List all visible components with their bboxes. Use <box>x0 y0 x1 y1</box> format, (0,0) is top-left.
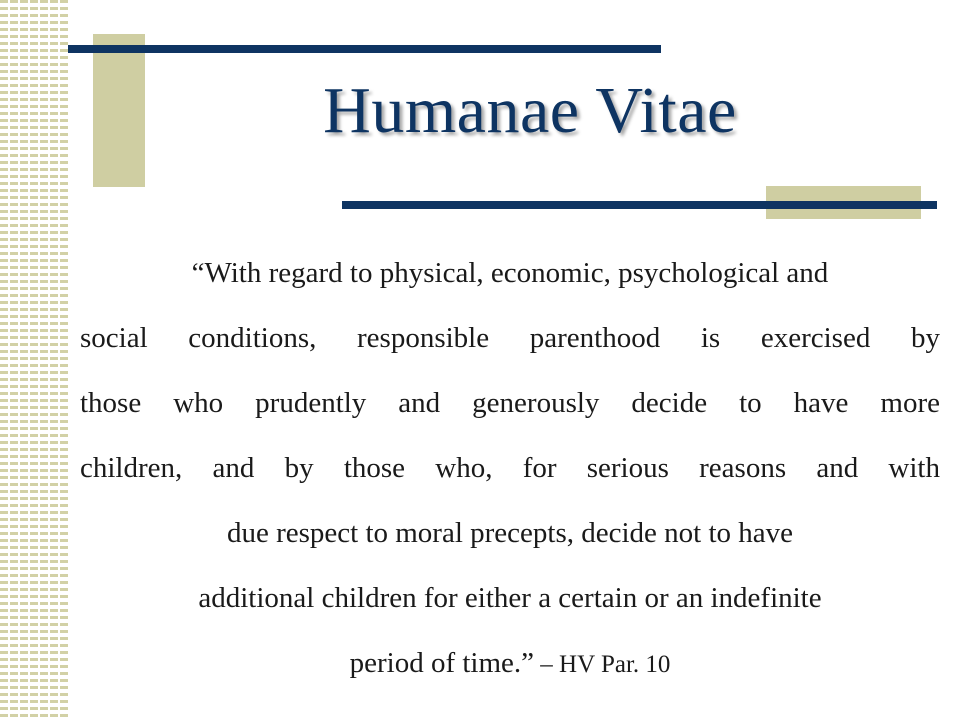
slide-title: Humanae Vitae <box>323 74 737 147</box>
quote-line: additional children for either a certain or an indefinite <box>198 582 822 614</box>
quote-line: due respect to moral precepts, decide not to have <box>226 517 794 549</box>
title-rule-top <box>68 45 661 53</box>
title-rule-bottom <box>342 201 937 209</box>
quote-line: children, and by those who, for serious reasons and with <box>80 452 940 484</box>
quote-last-line <box>80 631 940 697</box>
quote-line: those who prudently and generously decide to have more <box>80 387 940 419</box>
quote-line: social conditions, responsible parenthood is exercised by <box>80 322 940 354</box>
quote-line: period of time.” <box>349 647 535 679</box>
decorative-block-left <box>93 34 145 187</box>
quote-line: “With regard to physical, economic, psychological and <box>191 257 829 289</box>
quote-citation: – HV Par. 10 <box>534 651 671 678</box>
decorative-stripe-band <box>0 0 68 720</box>
quote-block <box>80 241 940 697</box>
